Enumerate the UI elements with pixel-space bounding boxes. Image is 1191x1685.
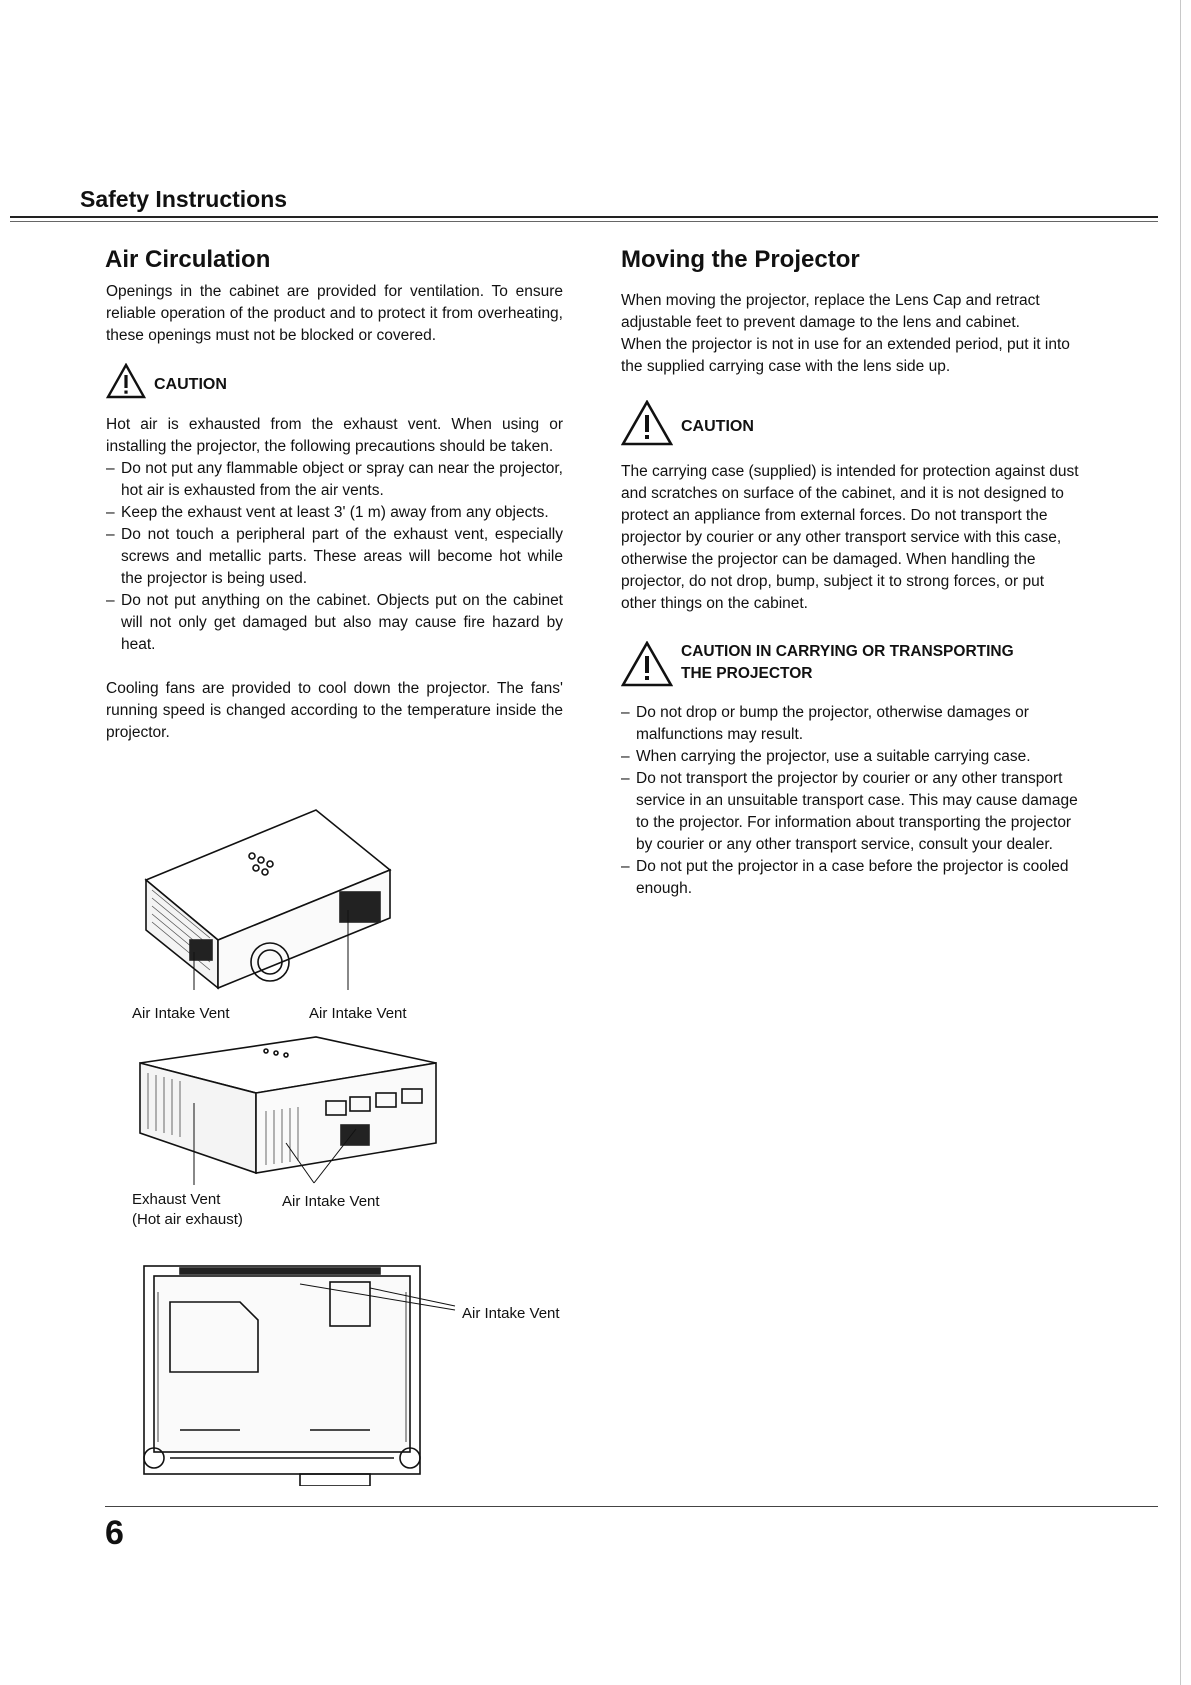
moving-projector-heading: Moving the Projector <box>621 246 860 273</box>
caution-block <box>106 363 563 406</box>
scan-edge-line <box>1180 0 1181 1685</box>
air-circulation-intro: Openings in the cabinet are provided for ventilation. To ensure reliable operation of the product and to protect it from overheating, these openings must not be blocked or covered. <box>106 283 563 344</box>
caution-label: CAUTION <box>681 417 754 435</box>
air-circulation-column <box>106 281 563 744</box>
moving-paragraph-1: When moving the projector, replace the Lens Cap and retract adjustable feet to prevent damage to the lens and cabinet. <box>621 292 1040 331</box>
transport-caution-title: CAUTION IN CARRYING OR TRANSPORTING <box>681 643 1014 660</box>
list-item: – When carrying the projector, use a suitable carrying case. <box>621 746 1081 768</box>
carrying-case-caution-text: The carrying case (supplied) is intended for protection against dust and scratches on surface of the cabinet, and it is not designed to protect an appliance from external forces. Do not transport the projector by courier or any other transport service with this case, otherwise the projector can be damaged. When handling the projector, do not drop, bump, subject it to strong forces, or put other things on the cabinet. <box>621 463 1079 612</box>
air-intake-vent-label: Air Intake Vent <box>282 1193 380 1210</box>
footer-rule <box>105 1506 1158 1507</box>
warning-triangle-icon <box>106 363 146 406</box>
air-intake-vent-label: Air Intake Vent <box>132 1005 230 1022</box>
air-intake-vent-label: Air Intake Vent <box>462 1305 560 1322</box>
air-intake-vent-label: Air Intake Vent <box>309 1005 407 1022</box>
cooling-text: Cooling fans are provided to cool down the projector. The fans' running speed is changed according to the temperature inside the projector. <box>106 680 563 741</box>
header-rule-thin <box>10 221 1158 222</box>
list-item: – Do not put anything on the cabinet. Objects put on the cabinet will not only get damaged but also may cause fire hazard by heat. <box>106 590 563 656</box>
exhaust-vent-sublabel: (Hot air exhaust) <box>132 1211 243 1228</box>
transport-list <box>621 702 1081 900</box>
precaution-list <box>106 458 563 656</box>
caution-text: Hot air is exhausted from the exhaust vent. When using or installing the projector, the following precautions should be taken. <box>106 416 563 455</box>
moving-projector-column <box>621 290 1081 900</box>
projector-bottom-illustration <box>140 1262 470 1486</box>
warning-triangle-icon <box>621 641 673 694</box>
list-item: – Do not drop or bump the projector, otherwise damages or malfunctions may result. <box>621 702 1081 746</box>
air-circulation-heading: Air Circulation <box>105 246 271 273</box>
list-item: – Do not put the projector in a case before the projector is cooled enough. <box>621 856 1081 900</box>
warning-triangle-icon <box>621 400 673 453</box>
list-item: – Do not transport the projector by courier or any other transport service in an unsuitable transport case. This may cause damage to the projector. For information about transporting the projector by courier or any other transport service, consult your dealer. <box>621 768 1081 856</box>
list-item: – Do not put any flammable object or spray can near the projector, hot air is exhausted from the air vents. <box>106 458 563 502</box>
projector-rear-illustration <box>136 1033 446 1203</box>
header-rule <box>10 216 1158 218</box>
caution-label: CAUTION <box>154 375 227 393</box>
transport-caution-title-2: THE PROJECTOR <box>681 665 813 682</box>
page-number: 6 <box>105 1514 124 1552</box>
list-item: – Do not touch a peripheral part of the exhaust vent, especially screws and metallic parts. These areas will become hot while the projector is being used. <box>106 524 563 590</box>
caution-block <box>621 400 1081 453</box>
moving-paragraph-2: When the projector is not in use for an extended period, put it into the supplied carrying case with the lens side up. <box>621 336 1070 375</box>
projector-front-illustration <box>140 790 430 990</box>
exhaust-vent-label: Exhaust Vent <box>132 1191 221 1208</box>
list-item: – Keep the exhaust vent at least 3' (1 m) away from any objects. <box>106 502 563 524</box>
transport-caution-block <box>621 641 1081 694</box>
section-title: Safety Instructions <box>80 186 288 212</box>
